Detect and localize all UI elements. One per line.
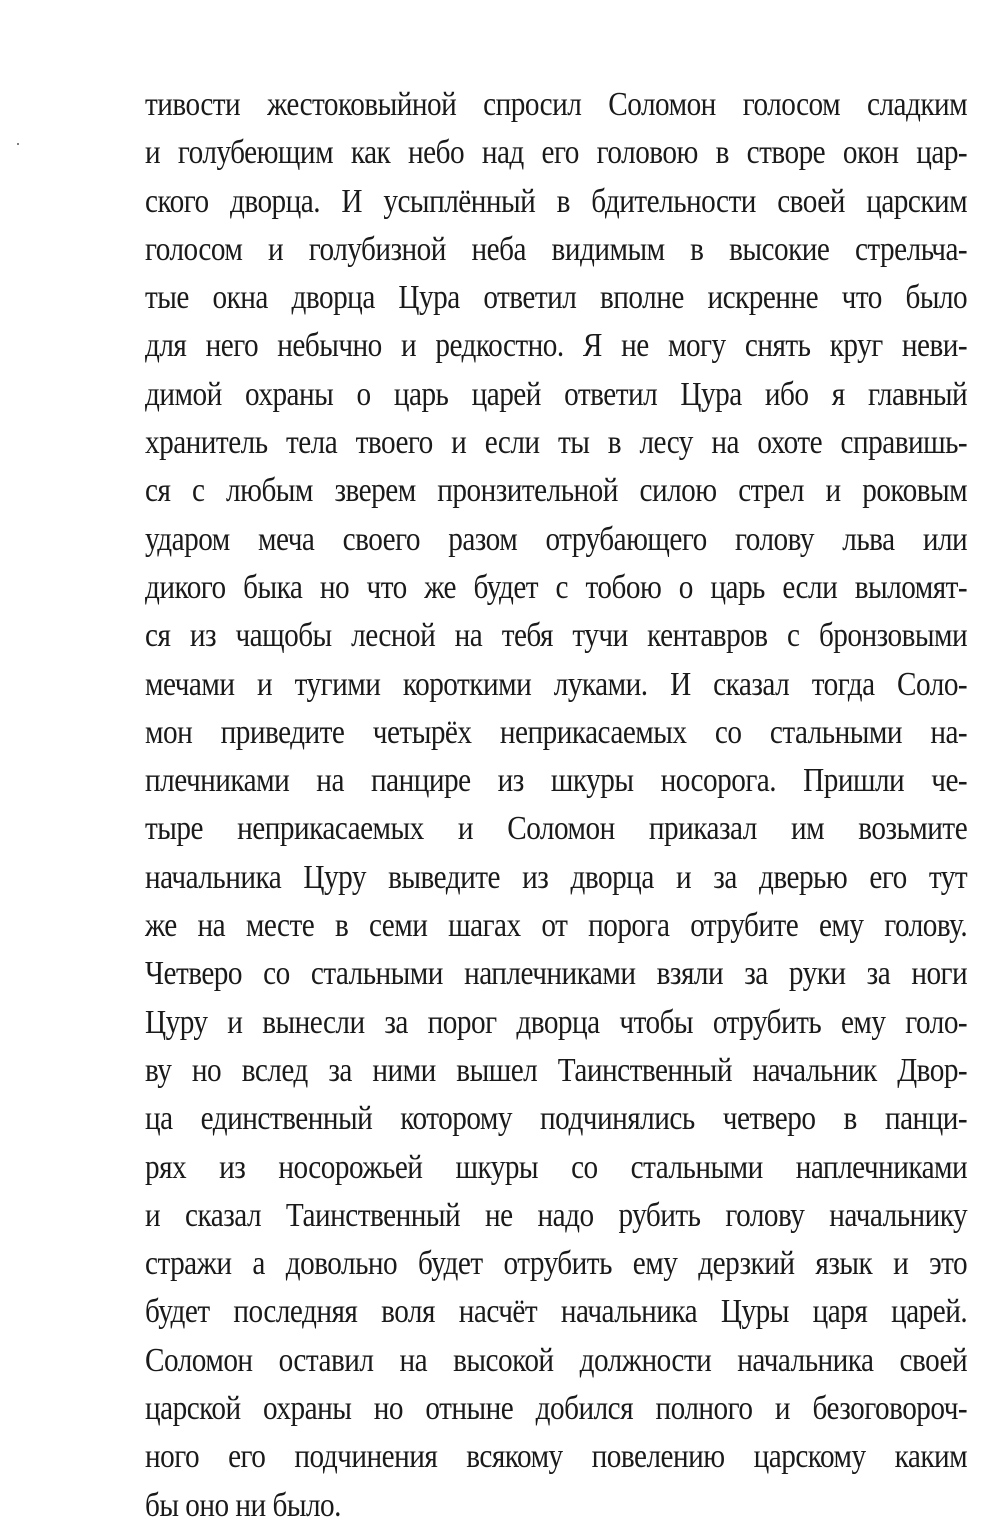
body-text — [145, 81, 967, 1530]
text-line: же на месте в семи шагах от порога отрубите ему голову. — [145, 907, 968, 945]
text-line: ву но вслед за ними вышел Таинственный начальник Двор- — [145, 1051, 968, 1089]
text-line: и голубеющим как небо над его головою в створе окон цар- — [145, 134, 968, 172]
text-line: димой охраны о царь царей ответил Цура ибо я главный — [145, 375, 968, 413]
text-line: тивости жестоковыйной спросил Соломон голосом сладким — [145, 86, 968, 123]
text-line: ного его подчинения всякому повелению царскому каким — [145, 1438, 968, 1476]
text-line: Четверо со стальными наплечниками взяли за руки за ноги — [145, 955, 968, 993]
text-line: царской охраны но отныне добился полного и безоговороч- — [145, 1390, 968, 1428]
text-line: и сказал Таинственный не надо рубить голову начальнику — [145, 1196, 968, 1234]
text-line: стражи а довольно будет отрубить ему дерзкий язык и это — [145, 1245, 968, 1283]
text-line: ского дворца. И усыплённый в бдительности своей царским — [145, 182, 968, 220]
text-line: Цуру и вынесли за порог дворца чтобы отрубить ему голо- — [145, 1003, 968, 1041]
text-line: Соломон оставил на высокой должности начальника своей — [145, 1341, 968, 1379]
text-line: для него небычно и редкостно. Я не могу снять круг неви- — [145, 327, 968, 365]
text-line: рях из носорожьей шкуры со стальными наплечниками — [145, 1148, 968, 1186]
text-line: хранитель тела твоего и если ты в лесу на охоте справишь- — [145, 424, 968, 462]
text-line: начальника Цуру выведите из дворца и за дверью его тут — [145, 858, 968, 896]
text-line: голосом и голубизной неба видимым в высокие стрельча- — [145, 230, 968, 268]
text-line: мечами и тугими короткими луками. И сказал тогда Соло- — [145, 665, 968, 703]
scan-speck — [17, 143, 19, 145]
text-line: тыре неприкасаемых и Соломон приказал им возьмите — [145, 810, 968, 848]
text-line: ца единственный которому подчинялись четверо в панци- — [145, 1100, 968, 1138]
text-line: будет последняя воля насчёт начальника Цуры царя царей. — [145, 1293, 968, 1331]
text-line: ударом меча своего разом отрубающего голову льва или — [145, 520, 968, 558]
text-line: мон приведите четырёх неприкасаемых со стальными на- — [145, 713, 968, 751]
text-line: плечниками на панцире из шкуры носорога. Пришли че- — [145, 762, 968, 800]
text-line-last: бы оно ни было. — [145, 1486, 341, 1524]
text-line: дикого быка но что же будет с тобою о царь если выломят- — [145, 568, 968, 606]
text-line: ся из чащобы лесной на тебя тучи кентавров с бронзовыми — [145, 617, 968, 655]
text-line: тые окна дворца Цура ответил вполне искренне что было — [145, 279, 968, 317]
text-line: ся с любым зверем пронзительной силою стрел и роковым — [145, 472, 968, 510]
